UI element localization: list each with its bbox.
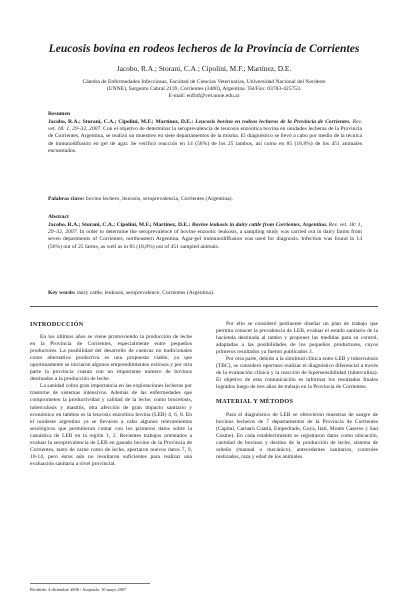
abstract-cite-authors: Jacobo, R.A.; Storani, C.A.; Cipolini, M.F.; Martínez, D.E.: — [48, 222, 191, 229]
abstract-keywords-text: dairy cattle, leukosis, seroprevalence, Corrientes (Argentina). — [76, 290, 215, 296]
introduccion-heading: INTRODUCCIÓN — [30, 321, 84, 328]
resumen-keywords-text: bovino lechero, leucosis, seroprevalencia, Corrientes (Argentina). — [85, 196, 233, 202]
affiliation — [44, 79, 364, 101]
resumen-cite-rev: Rev. vet. 18: 1, 29–32, 2007. — [48, 119, 362, 133]
abstract-heading: Abstract — [48, 214, 69, 220]
abstract-block — [48, 214, 362, 251]
methods-paragraph: Para el diagnóstico de LEB se obtuvieron muestras de sangre de bovinos lecheros de 7 departamentos de la Provincia de Corrientes (Capital, Caruarú Cuatiá, Empedrado, Goya, Itatí, Monte Caseros y San Cosme). En cada establecimiento se registraron datos como ubicación, cantidad de bovinos y destino de la producción de leche, sistema de ordeño (manual o mecánico), antecedentes sanitarios, controles realizados, raza y edad de los animales. — [216, 411, 378, 460]
resumen-heading: Resumen — [48, 111, 71, 117]
left-column — [30, 321, 192, 468]
abstract-keywords — [48, 290, 362, 297]
right-paragraph-2: Por otra parte, debido a la similitud clínica entre LEB y tuberculosis (TBC), se consideró oportuno realizar el diagnóstico diferencial a través de la evaluación clínica y la reacción de hipersensibilidad (tuberculina). El objetivo de esta comunicación es informar los resultados finales logrados luego de tres años de trabajo en la Provincia de Corrientes. — [216, 356, 378, 391]
intro-paragraph-2: La sanidad cobra gran importancia en las explotaciones lecheras por trastorne de sistemas intensivos. Además de las enfermedades que comprometen la productividad y calidad de la leche, como brucelosis, tuberculosis y mastitis, otra afección de gran impacto sanitario y económico en tambos es la leucosis enzoótica bovina (LEB) 4, 6, 8. En el nordeste argentino ya se llevaron a cabo algunos relevamientos serológicos que permitieron contar con los primeros datos sobre la casuística de LEB en la región 1, 2. Recientes trabajos orientados a evaluar la seroprevalencia de LEB en ganado bovino de la Provincia de Corrientes, tanto de carne como de leche, aportaron nuevos datos 7, 9, 10-14, pero éstos aún no resultaron suficientes para realizar una evaluación sanitaria a nivel provincial. — [30, 383, 192, 467]
abstract-cite-title: Bovine leukosis in dairy cattle from Corrientes, Argentina. — [191, 222, 328, 229]
affiliation-line-1: Cátedra de Enfermedades Infecciosas, Facultad de Ciencias Veterinarias, Universidad Nacional del Nordeste — [82, 79, 326, 85]
abstract-body: In order to determine the seroprevalence of bovine enzootic leukosis, a sampling study was carried out in dairy farms from seven departments of Corrientes, northeastern Argentina. Agar-gel immunodiffusion was used for diagnosis. Infection was found in 14 (56%) out of 25 farms, as well as in 85 (18,8%) out of 451 sampled animals. — [48, 229, 362, 250]
resumen-block — [48, 111, 362, 155]
received-accepted-note: Recibido: 4 diciembre 2006 / Aceptado: 10 mayo 2007 — [30, 587, 127, 592]
section-divider — [30, 306, 378, 307]
affiliation-email: E-mail: enfinf@vet.unne.edu.ar — [168, 93, 240, 100]
resumen-cite-title: Leucosis bovina en rodeos lecheros de la Provincia de Corrientes. — [195, 119, 351, 126]
resumen-keywords — [48, 196, 362, 203]
resumen-body: Con el objetivo de determinar la seroprevalencia de leucosis enzoótica bovina en unidades lecheras de la Provincia de Corrientes, Argentina, se realizó un muestreo en siete departamentos de la misma. El diagnóstico se llevó a cabo por medio de la técnica de inmunodifusión en gel de agar. Se verificó reacción en 14 (56%) de los 25 tambos, así como en 85 (18,8%) de los 451 animales encuestados. — [48, 126, 362, 154]
abstract-keywords-label: Key words: — [48, 290, 76, 296]
author-list: Jacobo, R.A.; Storani, C.A.; Cipolini, M.F.; Martínez, D.E. — [116, 64, 292, 73]
footer-rule — [30, 583, 150, 584]
methods-heading: MATERIAL Y MÉTODOS — [216, 398, 294, 406]
abstract-cite-rev: Rev. vet. 18: 1, 29–32, 2007. — [48, 222, 362, 236]
resumen-cite-authors: Jacobo, R.A.; Storani, C.A.; Cipolini, M.F.; Martínez, D.E.: — [48, 119, 194, 126]
resumen-keywords-label: Palabras clave: — [48, 196, 85, 202]
article-title: Leucosis bovina en rodeos lecheros de la Provincia de Corrientes — [48, 42, 360, 55]
intro-paragraph-1: En los últimos años se viene promoviendo la producción de leche en la Provincia de Corrientes, especialmente entre pequeños productores. La posibilidad del desarrollo de cuencas no tradicionales como alternativa productiva es una propuesta viable, ya que oportunamente se iniciaron algunos emprendimientos exitosos y por otra parte la provincia cuenta con un importante número de bovinos destinados a la producción de leche. — [30, 334, 192, 383]
affiliation-line-2: (UNNE), Sargento Cabral 2139, Corrientes (3400), Argentina. Tel/Fax: 03783-425753. — [106, 86, 302, 93]
right-column — [216, 321, 378, 461]
right-paragraph-1: Por ello se consideró pertinente diseñar un plan de trabajo que permita conocer la prevalencia de LEB, evaluar el estado sanitario de la hacienda destinada al tambo y proponer las medidas para su control, adaptadas a las posibilidades de los pequeños productores, cuyos primeros resultados ya fueron publicados 3. — [216, 321, 378, 356]
